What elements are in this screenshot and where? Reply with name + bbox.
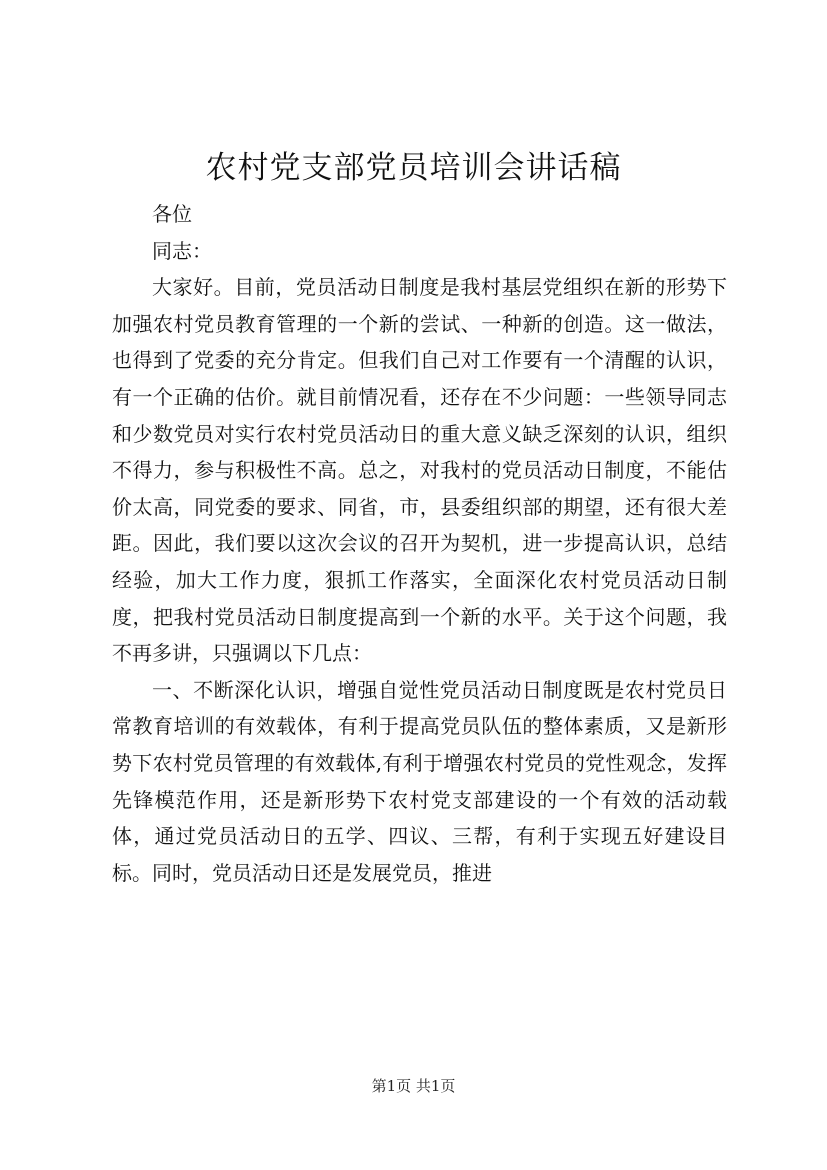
page-footer: 第1页 共1页 bbox=[371, 1077, 456, 1095]
point-one-paragraph: 一、不断深化认识，增强自觉性党员活动日制度既是农村党员日常教育培训的有效载体，有利于提高党员队伍的整体素质，又是新形势下农村党员管理的有效载体,有利于增强农村党员的党性观念，发挥先锋模范作用，还是新形势下农村党支部建设的一个有效的活动载体，通过党员活动日的五学、四议、三帮，有利于实现五好建设目标。同时，党员活动日还是发展党员，推进 bbox=[112, 677, 727, 885]
document-body bbox=[112, 196, 727, 891]
salutation-line-1: 各位 bbox=[152, 202, 192, 226]
salutation-line-2: 同志： bbox=[152, 238, 212, 263]
intro-paragraph: 大家好。目前，党员活动日制度是我村基层党组织在新的形势下加强农村党员教育管理的一个新的尝试、一种新的创造。这一做法，也得到了党委的充分肯定。但我们自己对工作要有一个清醒的认识，有一个正确的估价。就目前情况看，还存在不少问题：一些领导同志和少数党员对实行农村党员活动日的重大意义缺乏深刻的认识，组织不得力，参与积极性不高。总之，对我村的党员活动日制度，不能估价太高，同党委的要求、同省，市，县委组织部的期望，还有很大差距。因此，我们要以这次会议的召开为契机，进一步提高认识，总结经验，加大工作力度，狠抓工作落实，全面深化农村党员活动日制度，把我村党员活动日制度提高到一个新的水平。关于这个问题，我不再多讲，只强调以下几点： bbox=[112, 275, 727, 666]
document-title: 农村党支部党员培训会讲话稿 bbox=[205, 150, 622, 186]
